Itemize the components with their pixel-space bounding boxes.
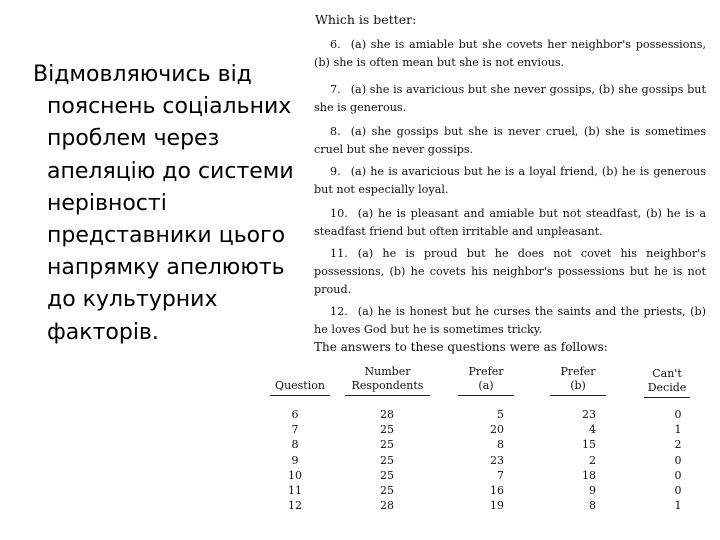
table-cell: 0 — [674, 408, 682, 421]
table-cell: 8 — [291, 438, 299, 452]
table-cell: 19 — [490, 499, 504, 513]
question-11 — [314, 245, 706, 299]
table-cell: 12 — [288, 499, 302, 513]
question-10 — [314, 205, 706, 241]
table-cell: 0 — [674, 483, 682, 497]
table-cell: 7 — [497, 468, 504, 482]
table-cell: 2 — [589, 453, 596, 467]
table-cell: 25 — [380, 438, 394, 452]
question-text: (a) he is avaricious but he is a loyal friend, (b) he is generous but not especially loyal. — [314, 165, 706, 196]
prefer-a-column — [468, 407, 504, 513]
table-cell: 20 — [490, 423, 504, 437]
question-text: (a) she is amiable but she covets her neighbor's possessions, (b) she is often mean but she is not envious. — [314, 38, 706, 69]
table-cell: 0 — [674, 453, 682, 467]
table-cell: 23 — [490, 453, 504, 467]
question-number: 7. — [330, 83, 341, 96]
table-cell: 9 — [589, 483, 596, 497]
question-text: (a) he is honest but he curses the saints and the priests, (b) he loves God but he is sometimes tricky. — [314, 305, 706, 336]
table-cell: 4 — [589, 423, 596, 437]
header-prefer-a: Prefer (a) — [458, 365, 514, 396]
scanned-document — [275, 10, 710, 530]
table-cell: 25 — [380, 453, 394, 467]
table-cell: 9 — [291, 453, 299, 467]
table-cell: 7 — [291, 423, 299, 437]
table-cell: 1 — [674, 499, 682, 513]
question-number: 11. — [330, 247, 348, 260]
table-cell: 16 — [490, 483, 504, 497]
question-number: 6. — [330, 38, 341, 51]
header-cant-decide: Can't Decide — [644, 367, 690, 398]
table-cell: 10 — [288, 468, 302, 482]
header-respondents: Number Respondents — [345, 365, 430, 396]
question-text: (a) he is proud but he does not covet his neighbor's possessions, (b) he covets his neighbor's possessions but he is not proud. — [314, 247, 706, 296]
question-number: 10. — [330, 207, 348, 220]
question-number: 8. — [330, 125, 341, 138]
header-question: Question — [270, 379, 330, 396]
header-prefer-b: Prefer (b) — [550, 365, 606, 396]
table-cell: 1 — [674, 423, 682, 437]
table-cell: 25 — [380, 468, 394, 482]
question-text: (a) he is pleasant and amiable but not steadfast, (b) he is a steadfast friend but often irritable and unpleasant. — [314, 207, 706, 238]
table-cell: 18 — [582, 468, 596, 482]
table-cell: 0 — [674, 468, 682, 482]
table-cell: 8 — [589, 499, 596, 513]
prefer-b-column — [560, 407, 596, 513]
question-number: 9. — [330, 165, 341, 178]
table-cell: 28 — [380, 499, 394, 513]
table-cell: 2 — [674, 438, 682, 452]
table-cell: 25 — [380, 483, 394, 497]
question-6 — [314, 36, 706, 72]
table-cell: 23 — [582, 408, 596, 421]
cant-decide-column — [663, 407, 693, 513]
question-7 — [314, 81, 706, 117]
question-9 — [314, 163, 706, 199]
question-12 — [314, 303, 706, 339]
question-text: (a) she is avaricious but she never gossips, (b) she gossips but she is generous. — [314, 83, 706, 114]
question-heading: Which is better: — [315, 12, 417, 27]
slide-text: Відмовляючись від пояснень соціальних проблем через апеляцію до системи нерівності представники цього напрямку апелюють до культурних факторів. — [33, 62, 294, 345]
table-cell: 25 — [380, 423, 394, 437]
table-cell: 15 — [582, 438, 596, 452]
table-cell: 8 — [497, 438, 504, 452]
question-text: (a) she gossips but she is never cruel, (b) she is sometimes cruel but she never gossips. — [314, 125, 706, 156]
table-cell: 6 — [291, 408, 299, 421]
question-number: 12. — [330, 305, 348, 318]
answers-intro: The answers to these questions were as follows: — [314, 340, 608, 354]
question-8 — [314, 123, 706, 159]
respondents-column — [372, 407, 402, 513]
table-cell: 28 — [380, 408, 394, 421]
table-cell: 11 — [288, 483, 302, 497]
table-cell: 5 — [497, 408, 504, 421]
question-column — [280, 407, 310, 513]
